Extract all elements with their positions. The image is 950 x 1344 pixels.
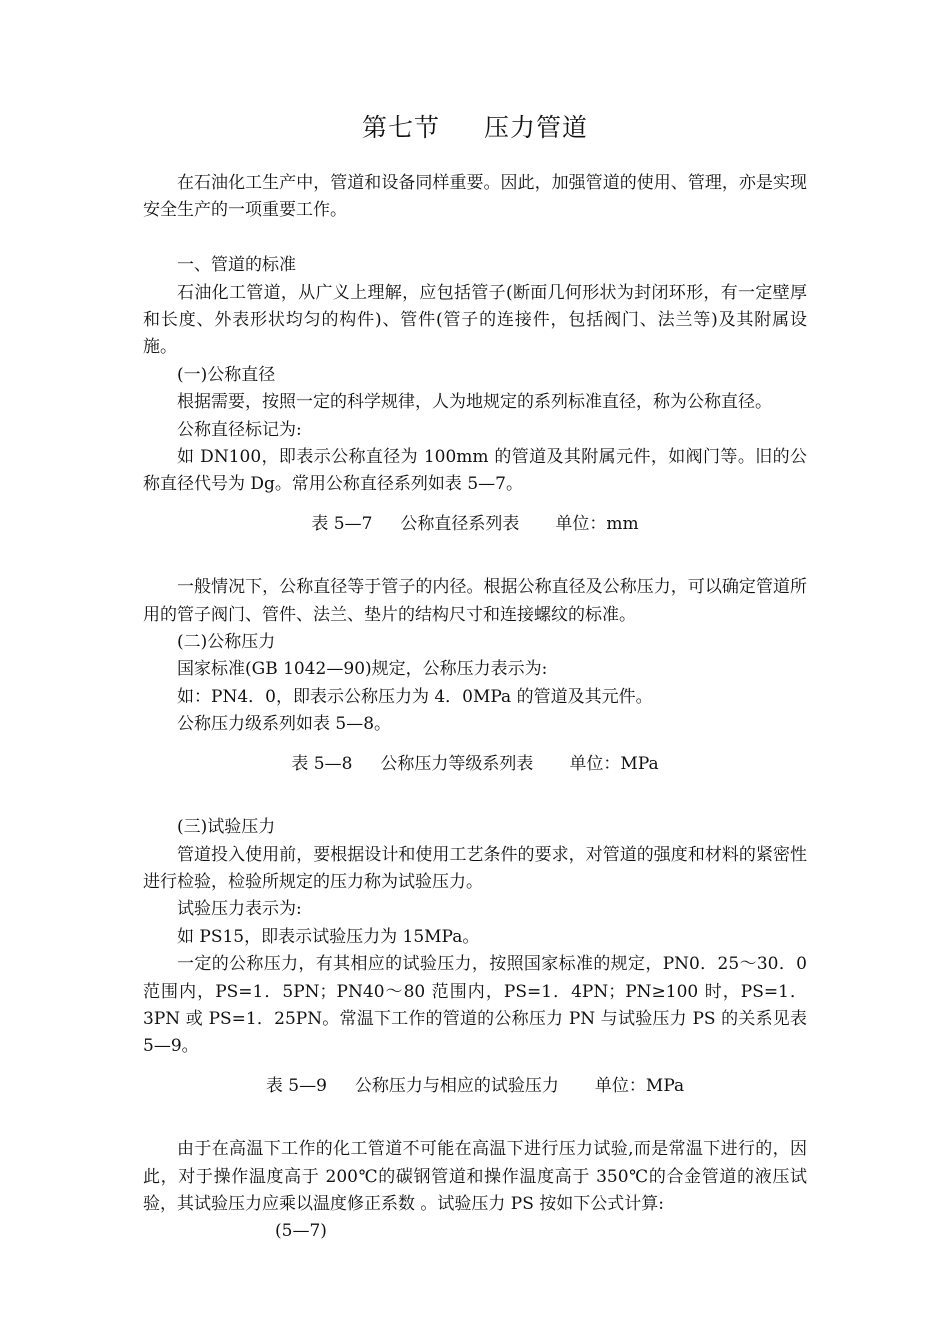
table-unit: 单位：mm <box>555 513 639 534</box>
paragraph-test-pressure-notation: 试验压力表示为: <box>177 899 302 920</box>
document-body <box>143 170 807 1246</box>
paragraph-nominal-diameter-example: 如 DN100，即表示公称直径为 100mm 的管道及其附属元件，如阀门等。旧的公称直径代号为 Dg。常用公称直径系列如表 5—7。 <box>143 447 807 495</box>
section-number: 第七节 <box>361 113 440 142</box>
subsection-heading-test-pressure: (三)试验压力 <box>177 817 276 838</box>
subsection-heading-nominal-diameter: (一)公称直径 <box>177 364 276 385</box>
section-heading-pipe-standards: 一、管道的标准 <box>177 255 296 276</box>
intro-paragraph: 在石油化工生产中，管道和设备同样重要。因此，加强管道的使用、管理，亦是实现安全生产的一项重要工作。 <box>143 173 807 221</box>
table-name: 公称直径系列表 <box>400 513 520 534</box>
section-name: 压力管道 <box>484 113 589 142</box>
paragraph-nominal-pressure-standard: 国家标准(GB 1042—90)规定，公称压力表示为: <box>177 659 548 680</box>
table-caption-5-7 <box>143 511 807 538</box>
subsection-heading-nominal-pressure: (二)公称压力 <box>177 632 276 653</box>
table-unit: 单位：MPa <box>594 1075 685 1096</box>
formula-number: (5—7) <box>275 1221 327 1242</box>
table-label: 表 5—7 <box>311 513 373 534</box>
table-caption-5-8 <box>143 751 807 778</box>
paragraph-pipe-definition: 石油化工管道，从广义上理解，应包括管子(断面几何形状为封闭环形，有一定壁厚和长度、外表形状均匀的构件)、管件(管子的连接件，包括阀门、法兰等)及其附属设施。 <box>143 282 807 358</box>
paragraph-diameter-general: 一般情况下，公称直径等于管子的内径。根据公称直径及公称压力，可以确定管道所用的管子阀门、管件、法兰、垫片的结构尺寸和连接螺纹的标准。 <box>143 577 807 625</box>
paragraph-test-pressure-rules: 一定的公称压力，有其相应的试验压力，按照国家标准的规定，PN0．25～30．0 范围内，PS=1．5PN；PN40～80 范围内，PS=1．4PN；PN≥100 时，PS=1．3PN 或 PS=1．25PN。常温下工作的管道的公称压力 PN 与试验压力 PS 的关系见表 5—9。 <box>143 954 807 1057</box>
table-name: 公称压力等级系列表 <box>380 753 534 774</box>
paragraph-nominal-diameter-definition: 根据需要，按照一定的科学规律，人为地规定的系列标准直径，称为公称直径。 <box>177 392 772 413</box>
paragraph-test-pressure-definition: 管道投入使用前，要根据设计和使用工艺条件的要求，对管道的强度和材料的紧密性进行检验，检验所规定的压力称为试验压力。 <box>143 844 807 892</box>
table-label: 表 5—8 <box>291 753 353 774</box>
table-name: 公称压力与相应的试验压力 <box>354 1075 559 1096</box>
table-label: 表 5—9 <box>265 1075 327 1096</box>
paragraph-nominal-pressure-series: 公称压力级系列如表 5—8。 <box>177 714 392 735</box>
table-caption-5-9 <box>143 1073 807 1100</box>
table-unit: 单位：MPa <box>569 753 659 774</box>
section-title <box>0 108 950 144</box>
paragraph-nominal-diameter-marking: 公称直径标记为: <box>177 419 302 440</box>
paragraph-nominal-pressure-example: 如：PN4．0，即表示公称压力为 4．0MPa 的管道及其元件。 <box>177 686 653 707</box>
paragraph-high-temperature-test: 由于在高温下工作的化工管道不可能在高温下进行压力试验,而是常温下进行的，因此，对于操作温度高于 200℃的碳钢管道和操作温度高于 350℃的合金管道的液压试验，其试验压力应乘以温度修正系数 。试验压力 PS 按如下公式计算: <box>143 1139 807 1214</box>
paragraph-test-pressure-example: 如 PS15，即表示试验压力为 15MPa。 <box>177 926 480 947</box>
